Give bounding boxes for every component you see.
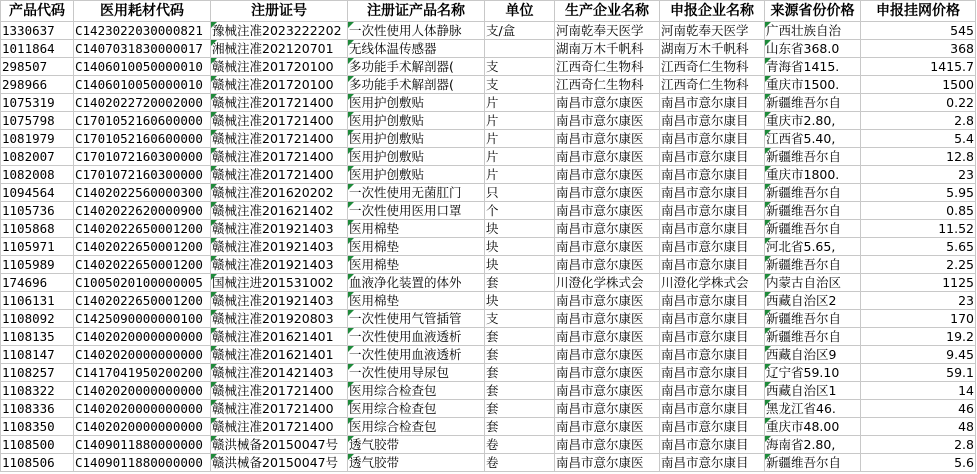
table-cell[interactable]: 298966 <box>1 76 74 94</box>
table-cell[interactable]: 湖南万木千帆科 <box>555 40 660 58</box>
table-row <box>1 256 976 274</box>
table-cell[interactable]: C1402022620000900 <box>74 202 211 220</box>
table-cell[interactable]: 江西奇仁生物科 <box>555 76 660 94</box>
table-cell[interactable]: 块 <box>485 292 555 310</box>
table-cell[interactable]: 南昌市意尔康医 <box>555 364 660 382</box>
table-cell[interactable]: 南昌市意尔康医 <box>555 382 660 400</box>
table-cell[interactable]: 血液净化装置的体外 <box>348 274 485 292</box>
table-cell[interactable]: 医用护创敷贴 <box>348 130 485 148</box>
table-cell[interactable]: 多功能手术解剖器( <box>348 58 485 76</box>
table-cell[interactable]: 新疆维吾尔自 <box>765 148 861 166</box>
table-cell[interactable]: 1125 <box>861 274 976 292</box>
table-cell[interactable]: C1701072160300000 <box>74 148 211 166</box>
table-cell[interactable]: 透气胶带 <box>348 454 485 472</box>
table-cell[interactable]: 0.85 <box>861 202 976 220</box>
table-cell[interactable]: 赣械注准201721400 <box>211 382 348 400</box>
table-cell[interactable]: 赣械注准201920803 <box>211 310 348 328</box>
table-cell[interactable]: 46 <box>861 400 976 418</box>
table-cell[interactable]: 1108350 <box>1 418 74 436</box>
table-cell[interactable]: 赣械注准201421403 <box>211 364 348 382</box>
table-cell[interactable]: 南昌市意尔康医 <box>555 292 660 310</box>
table-cell[interactable]: C1406010050000010 <box>74 58 211 76</box>
table-cell[interactable] <box>485 40 555 58</box>
table-row <box>1 58 976 76</box>
table-cell[interactable]: 1108322 <box>1 382 74 400</box>
table-cell[interactable]: 1105868 <box>1 220 74 238</box>
column-header[interactable]: 单位 <box>485 1 555 22</box>
table-cell[interactable]: 南昌市意尔康医 <box>555 148 660 166</box>
table-cell[interactable]: 545 <box>861 22 976 40</box>
table-cell[interactable]: 新疆维吾尔自 <box>765 328 861 346</box>
table-cell[interactable]: 一次性使用无菌肛门 <box>348 184 485 202</box>
table-cell[interactable]: 1108257 <box>1 364 74 382</box>
table-cell[interactable]: 块 <box>485 256 555 274</box>
table-cell[interactable]: 无线体温传感器 <box>348 40 485 58</box>
table-cell[interactable]: 重庆市48.00 <box>765 418 861 436</box>
table-cell[interactable]: 1082008 <box>1 166 74 184</box>
table-cell[interactable]: 南昌市意尔康医 <box>555 238 660 256</box>
table-row <box>1 454 976 472</box>
table-cell[interactable]: C1409011880000000 <box>74 436 211 454</box>
table-cell[interactable]: 西藏自治区2 <box>765 292 861 310</box>
table-cell[interactable]: C1402020000000000 <box>74 400 211 418</box>
table-cell[interactable]: 重庆市2.80, <box>765 112 861 130</box>
table-cell[interactable]: 1415.7 <box>861 58 976 76</box>
table-cell[interactable]: 南昌市意尔康目 <box>660 148 765 166</box>
table-cell[interactable]: 1075798 <box>1 112 74 130</box>
table-cell[interactable]: 赣械注准201721400 <box>211 94 348 112</box>
table-cell[interactable]: 1108092 <box>1 310 74 328</box>
table-cell[interactable]: 1075319 <box>1 94 74 112</box>
table-row <box>1 346 976 364</box>
table-cell[interactable]: 川澄化学株式会 <box>555 274 660 292</box>
table-cell[interactable]: 新疆维吾尔自 <box>765 184 861 202</box>
table-cell[interactable]: 1011864 <box>1 40 74 58</box>
table-cell[interactable]: 南昌市意尔康医 <box>555 454 660 472</box>
table-cell[interactable]: 南昌市意尔康目 <box>660 436 765 454</box>
table-cell[interactable]: 赣械注准201621402 <box>211 202 348 220</box>
table-cell[interactable]: 南昌市意尔康目 <box>660 238 765 256</box>
table-cell[interactable]: 南昌市意尔康目 <box>660 364 765 382</box>
table-cell[interactable]: C1402020000000000 <box>74 418 211 436</box>
table-cell[interactable]: 医用护创敷贴 <box>348 94 485 112</box>
table-cell[interactable]: 赣械注准201721400 <box>211 400 348 418</box>
table-cell[interactable]: 套 <box>485 274 555 292</box>
table-cell[interactable]: C1701072160300000 <box>74 166 211 184</box>
table-cell[interactable]: 只 <box>485 184 555 202</box>
table-cell[interactable]: 1500 <box>861 76 976 94</box>
table-row <box>1 418 976 436</box>
table-cell[interactable]: C1425090000000100 <box>74 310 211 328</box>
table-cell[interactable]: 赣械注准201921403 <box>211 256 348 274</box>
table-cell[interactable]: 南昌市意尔康目 <box>660 418 765 436</box>
table-cell[interactable]: 1108147 <box>1 346 74 364</box>
table-cell[interactable]: 170 <box>861 310 976 328</box>
table-cell[interactable]: 南昌市意尔康医 <box>555 220 660 238</box>
table-cell[interactable]: 48 <box>861 418 976 436</box>
table-cell[interactable]: 块 <box>485 238 555 256</box>
table-cell[interactable]: 南昌市意尔康目 <box>660 256 765 274</box>
table-cell[interactable]: 1094564 <box>1 184 74 202</box>
table-cell[interactable]: C1402022650001200 <box>74 292 211 310</box>
table-cell[interactable]: 一次性使用血液透析 <box>348 346 485 364</box>
table-cell[interactable]: 2.25 <box>861 256 976 274</box>
table-cell[interactable]: 套 <box>485 400 555 418</box>
table-cell[interactable]: 南昌市意尔康目 <box>660 94 765 112</box>
table-cell[interactable]: 新疆维吾尔自 <box>765 310 861 328</box>
table-cell[interactable]: 医用棉垫 <box>348 292 485 310</box>
table-cell[interactable]: 赣械注准201721400 <box>211 148 348 166</box>
table-row <box>1 328 976 346</box>
table-cell[interactable]: 14 <box>861 382 976 400</box>
table-cell[interactable]: 南昌市意尔康医 <box>555 130 660 148</box>
table-cell[interactable]: 一次性使用人体静脉 <box>348 22 485 40</box>
table-cell[interactable]: 1108135 <box>1 328 74 346</box>
table-cell[interactable]: 南昌市意尔康目 <box>660 382 765 400</box>
table-cell[interactable]: 南昌市意尔康目 <box>660 454 765 472</box>
table-row <box>1 310 976 328</box>
table-cell[interactable]: C1417041950200200 <box>74 364 211 382</box>
table-cell[interactable]: 国械注进201531002 <box>211 274 348 292</box>
table-cell[interactable]: 新疆维吾尔自 <box>765 256 861 274</box>
table-cell[interactable]: 南昌市意尔康目 <box>660 220 765 238</box>
table-cell[interactable]: 片 <box>485 130 555 148</box>
table-row <box>1 292 976 310</box>
table-cell[interactable]: 江西省5.40, <box>765 130 861 148</box>
table-row <box>1 94 976 112</box>
table-cell[interactable]: 医用棉垫 <box>348 220 485 238</box>
table-cell[interactable]: 5.4 <box>861 130 976 148</box>
table-row <box>1 382 976 400</box>
table-cell[interactable]: C1402020000000000 <box>74 346 211 364</box>
table-cell[interactable]: 南昌市意尔康医 <box>555 256 660 274</box>
table-cell[interactable]: 卷 <box>485 454 555 472</box>
table-body <box>1 22 976 472</box>
column-header[interactable]: 生产企业名称 <box>555 1 660 22</box>
table-cell[interactable]: 南昌市意尔康医 <box>555 328 660 346</box>
table-cell[interactable]: 河北省5.65, <box>765 238 861 256</box>
table-row <box>1 400 976 418</box>
column-header[interactable]: 注册证产品名称 <box>348 1 485 22</box>
table-row <box>1 112 976 130</box>
table-cell[interactable]: 南昌市意尔康目 <box>660 184 765 202</box>
table-cell[interactable]: 南昌市意尔康医 <box>555 202 660 220</box>
table-cell[interactable]: 南昌市意尔康医 <box>555 184 660 202</box>
table-cell[interactable]: 1081979 <box>1 130 74 148</box>
table-cell[interactable]: 广西壮族自治 <box>765 22 861 40</box>
table-row <box>1 166 976 184</box>
table-cell[interactable]: 23 <box>861 166 976 184</box>
table-cell[interactable]: 赣械注准201721400 <box>211 130 348 148</box>
table-cell[interactable]: C1402022720002000 <box>74 94 211 112</box>
table-cell[interactable]: 1106131 <box>1 292 74 310</box>
table-cell[interactable]: 片 <box>485 94 555 112</box>
table-cell[interactable]: 透气胶带 <box>348 436 485 454</box>
table-cell[interactable]: 块 <box>485 220 555 238</box>
table-cell[interactable]: 新疆维吾尔自 <box>765 202 861 220</box>
table-cell[interactable]: 赣械注准201720100 <box>211 76 348 94</box>
table-cell[interactable]: 套 <box>485 418 555 436</box>
table-cell[interactable]: 1108506 <box>1 454 74 472</box>
table-cell[interactable]: 赣械注准201721400 <box>211 112 348 130</box>
table-row <box>1 76 976 94</box>
table-cell[interactable]: 片 <box>485 148 555 166</box>
table-cell[interactable]: 青海省1415. <box>765 58 861 76</box>
table-cell[interactable]: 医用护创敷贴 <box>348 112 485 130</box>
table-cell[interactable]: 5.95 <box>861 184 976 202</box>
table-row <box>1 436 976 454</box>
table-cell[interactable]: 19.2 <box>861 328 976 346</box>
table-cell[interactable]: 368 <box>861 40 976 58</box>
table-cell[interactable]: 赣械注准201721400 <box>211 166 348 184</box>
table-cell[interactable]: 医用棉垫 <box>348 256 485 274</box>
table-cell[interactable]: 辽宁省59.10 <box>765 364 861 382</box>
table-cell[interactable]: 多功能手术解剖器( <box>348 76 485 94</box>
table-cell[interactable]: 11.52 <box>861 220 976 238</box>
table-row <box>1 184 976 202</box>
table-cell[interactable]: C1402022650001200 <box>74 238 211 256</box>
table-cell[interactable]: 赣械注准201720100 <box>211 58 348 76</box>
table-cell[interactable]: 1108336 <box>1 400 74 418</box>
table-row <box>1 364 976 382</box>
table-cell[interactable]: C1406010050000010 <box>74 76 211 94</box>
table-cell[interactable]: 南昌市意尔康目 <box>660 400 765 418</box>
table-cell[interactable]: 赣械注准201621401 <box>211 328 348 346</box>
table-row <box>1 274 976 292</box>
table-cell[interactable]: C1402022650001200 <box>74 256 211 274</box>
table-cell[interactable]: 套 <box>485 328 555 346</box>
table-cell[interactable]: 9.45 <box>861 346 976 364</box>
column-header[interactable]: 医用耗材代码 <box>74 1 211 22</box>
table-cell[interactable]: 南昌市意尔康目 <box>660 202 765 220</box>
header-row <box>1 1 976 22</box>
table-row <box>1 220 976 238</box>
table-cell[interactable]: 新疆维吾尔自 <box>765 94 861 112</box>
table-cell[interactable]: 一次性使用气管插管 <box>348 310 485 328</box>
table-cell[interactable]: 1330637 <box>1 22 74 40</box>
table-cell[interactable]: 南昌市意尔康医 <box>555 94 660 112</box>
table-cell[interactable]: 1105971 <box>1 238 74 256</box>
table-cell[interactable]: 赣械注准201921403 <box>211 292 348 310</box>
table-cell[interactable]: 片 <box>485 112 555 130</box>
table-cell[interactable]: 59.1 <box>861 364 976 382</box>
table-cell[interactable]: 套 <box>485 364 555 382</box>
table-cell[interactable]: 南昌市意尔康目 <box>660 130 765 148</box>
table-cell[interactable]: 1082007 <box>1 148 74 166</box>
table-cell[interactable]: 江西奇仁生物科 <box>660 58 765 76</box>
table-cell[interactable]: 南昌市意尔康医 <box>555 166 660 184</box>
table-cell[interactable]: 医用棉垫 <box>348 238 485 256</box>
table-cell[interactable]: 海南省2.80, <box>765 436 861 454</box>
table-row <box>1 238 976 256</box>
table-cell[interactable]: 卷 <box>485 436 555 454</box>
table-cell[interactable]: 赣洪械备20150047号 <box>211 454 348 472</box>
table-cell[interactable]: C1409011880000000 <box>74 454 211 472</box>
table-row <box>1 130 976 148</box>
table-cell[interactable]: 支/盒 <box>485 22 555 40</box>
table-cell[interactable]: 山东省368.0 <box>765 40 861 58</box>
table-cell[interactable]: 一次性使用医用口罩 <box>348 202 485 220</box>
table-cell[interactable]: 支 <box>485 310 555 328</box>
table-cell[interactable]: 2.8 <box>861 112 976 130</box>
table-cell[interactable]: 5.6 <box>861 454 976 472</box>
table-cell[interactable]: 赣械注准201620202 <box>211 184 348 202</box>
table-cell[interactable]: 片 <box>485 166 555 184</box>
table-cell[interactable]: 医用综合检查包 <box>348 418 485 436</box>
table-cell[interactable]: 江西奇仁生物科 <box>555 58 660 76</box>
table-cell[interactable]: C1407031830000017 <box>74 40 211 58</box>
table-cell[interactable]: 套 <box>485 346 555 364</box>
table-cell[interactable]: 新疆维吾尔自 <box>765 454 861 472</box>
table-cell[interactable]: 南昌市意尔康医 <box>555 436 660 454</box>
table-cell[interactable]: 江西奇仁生物科 <box>660 76 765 94</box>
table-cell[interactable]: 新疆维吾尔自 <box>765 220 861 238</box>
table-cell[interactable]: 西藏自治区9 <box>765 346 861 364</box>
table-cell[interactable]: 重庆市1800. <box>765 166 861 184</box>
table-cell[interactable]: 个 <box>485 202 555 220</box>
table-cell[interactable]: 医用护创敷贴 <box>348 166 485 184</box>
table-cell[interactable]: C1005020100000005 <box>74 274 211 292</box>
table-cell[interactable]: 2.8 <box>861 436 976 454</box>
table-cell[interactable]: 赣械注准201921403 <box>211 220 348 238</box>
table-cell[interactable]: 南昌市意尔康医 <box>555 400 660 418</box>
table-cell[interactable]: 1105736 <box>1 202 74 220</box>
table-cell[interactable]: 南昌市意尔康医 <box>555 346 660 364</box>
table-cell[interactable]: 支 <box>485 58 555 76</box>
table-cell[interactable]: 23 <box>861 292 976 310</box>
table-cell[interactable]: C1701052160600000 <box>74 130 211 148</box>
table-cell[interactable]: C1402020000000000 <box>74 382 211 400</box>
table-cell[interactable]: 南昌市意尔康目 <box>660 166 765 184</box>
table-cell[interactable]: 湘械注准202120701 <box>211 40 348 58</box>
table-row <box>1 148 976 166</box>
table-row <box>1 202 976 220</box>
column-header[interactable]: 申报挂网价格 <box>861 1 976 22</box>
table-cell[interactable]: 川澄化学株式会 <box>660 274 765 292</box>
table-cell[interactable]: 298507 <box>1 58 74 76</box>
table-cell[interactable]: 豫械注准2023222202 <box>211 22 348 40</box>
table-cell[interactable]: 174696 <box>1 274 74 292</box>
table-cell[interactable]: 赣械注准201921403 <box>211 238 348 256</box>
table-cell[interactable]: 南昌市意尔康目 <box>660 346 765 364</box>
column-header[interactable]: 来源省份价格 <box>765 1 861 22</box>
table-cell[interactable]: C1423022030000821 <box>74 22 211 40</box>
column-header[interactable]: 申报企业名称 <box>660 1 765 22</box>
table-cell[interactable]: C1701052160600000 <box>74 112 211 130</box>
table-cell[interactable]: 赣洪械备20150047号 <box>211 436 348 454</box>
table-cell[interactable]: C1402020000000000 <box>74 328 211 346</box>
table-cell[interactable]: 黑龙江省46. <box>765 400 861 418</box>
table-cell[interactable]: 河南乾奉天医学 <box>660 22 765 40</box>
table-cell[interactable]: 12.8 <box>861 148 976 166</box>
column-header[interactable]: 注册证号 <box>211 1 348 22</box>
table-cell[interactable]: C1402022560000300 <box>74 184 211 202</box>
table-cell[interactable]: 河南乾奉天医学 <box>555 22 660 40</box>
table-cell[interactable]: 一次性使用血液透析 <box>348 328 485 346</box>
table-cell[interactable]: 1108500 <box>1 436 74 454</box>
table-cell[interactable]: 1105989 <box>1 256 74 274</box>
table-cell[interactable]: 0.22 <box>861 94 976 112</box>
table-cell[interactable]: 内蒙古自治区 <box>765 274 861 292</box>
column-header[interactable]: 产品代码 <box>1 1 74 22</box>
table-cell[interactable]: 套 <box>485 382 555 400</box>
table-cell[interactable]: 南昌市意尔康医 <box>555 310 660 328</box>
table-cell[interactable]: 南昌市意尔康目 <box>660 292 765 310</box>
table-cell[interactable]: 湖南万木千帆科 <box>660 40 765 58</box>
table-cell[interactable]: 西藏自治区1 <box>765 382 861 400</box>
table-cell[interactable]: 医用护创敷贴 <box>348 148 485 166</box>
table-cell[interactable]: C1402022650001200 <box>74 220 211 238</box>
table-cell[interactable]: 支 <box>485 76 555 94</box>
table-cell[interactable]: 5.65 <box>861 238 976 256</box>
table-row <box>1 22 976 40</box>
table-cell[interactable]: 南昌市意尔康医 <box>555 418 660 436</box>
table-cell[interactable]: 南昌市意尔康目 <box>660 328 765 346</box>
table-cell[interactable]: 赣械注准201721400 <box>211 418 348 436</box>
table-cell[interactable]: 一次性使用导尿包 <box>348 364 485 382</box>
table-cell[interactable]: 南昌市意尔康目 <box>660 112 765 130</box>
table-cell[interactable]: 赣械注准201621401 <box>211 346 348 364</box>
table-cell[interactable]: 医用综合检查包 <box>348 382 485 400</box>
table-cell[interactable]: 医用综合检查包 <box>348 400 485 418</box>
table-cell[interactable]: 南昌市意尔康医 <box>555 112 660 130</box>
table-cell[interactable]: 重庆市1500. <box>765 76 861 94</box>
table-cell[interactable]: 南昌市意尔康目 <box>660 310 765 328</box>
table-row <box>1 40 976 58</box>
